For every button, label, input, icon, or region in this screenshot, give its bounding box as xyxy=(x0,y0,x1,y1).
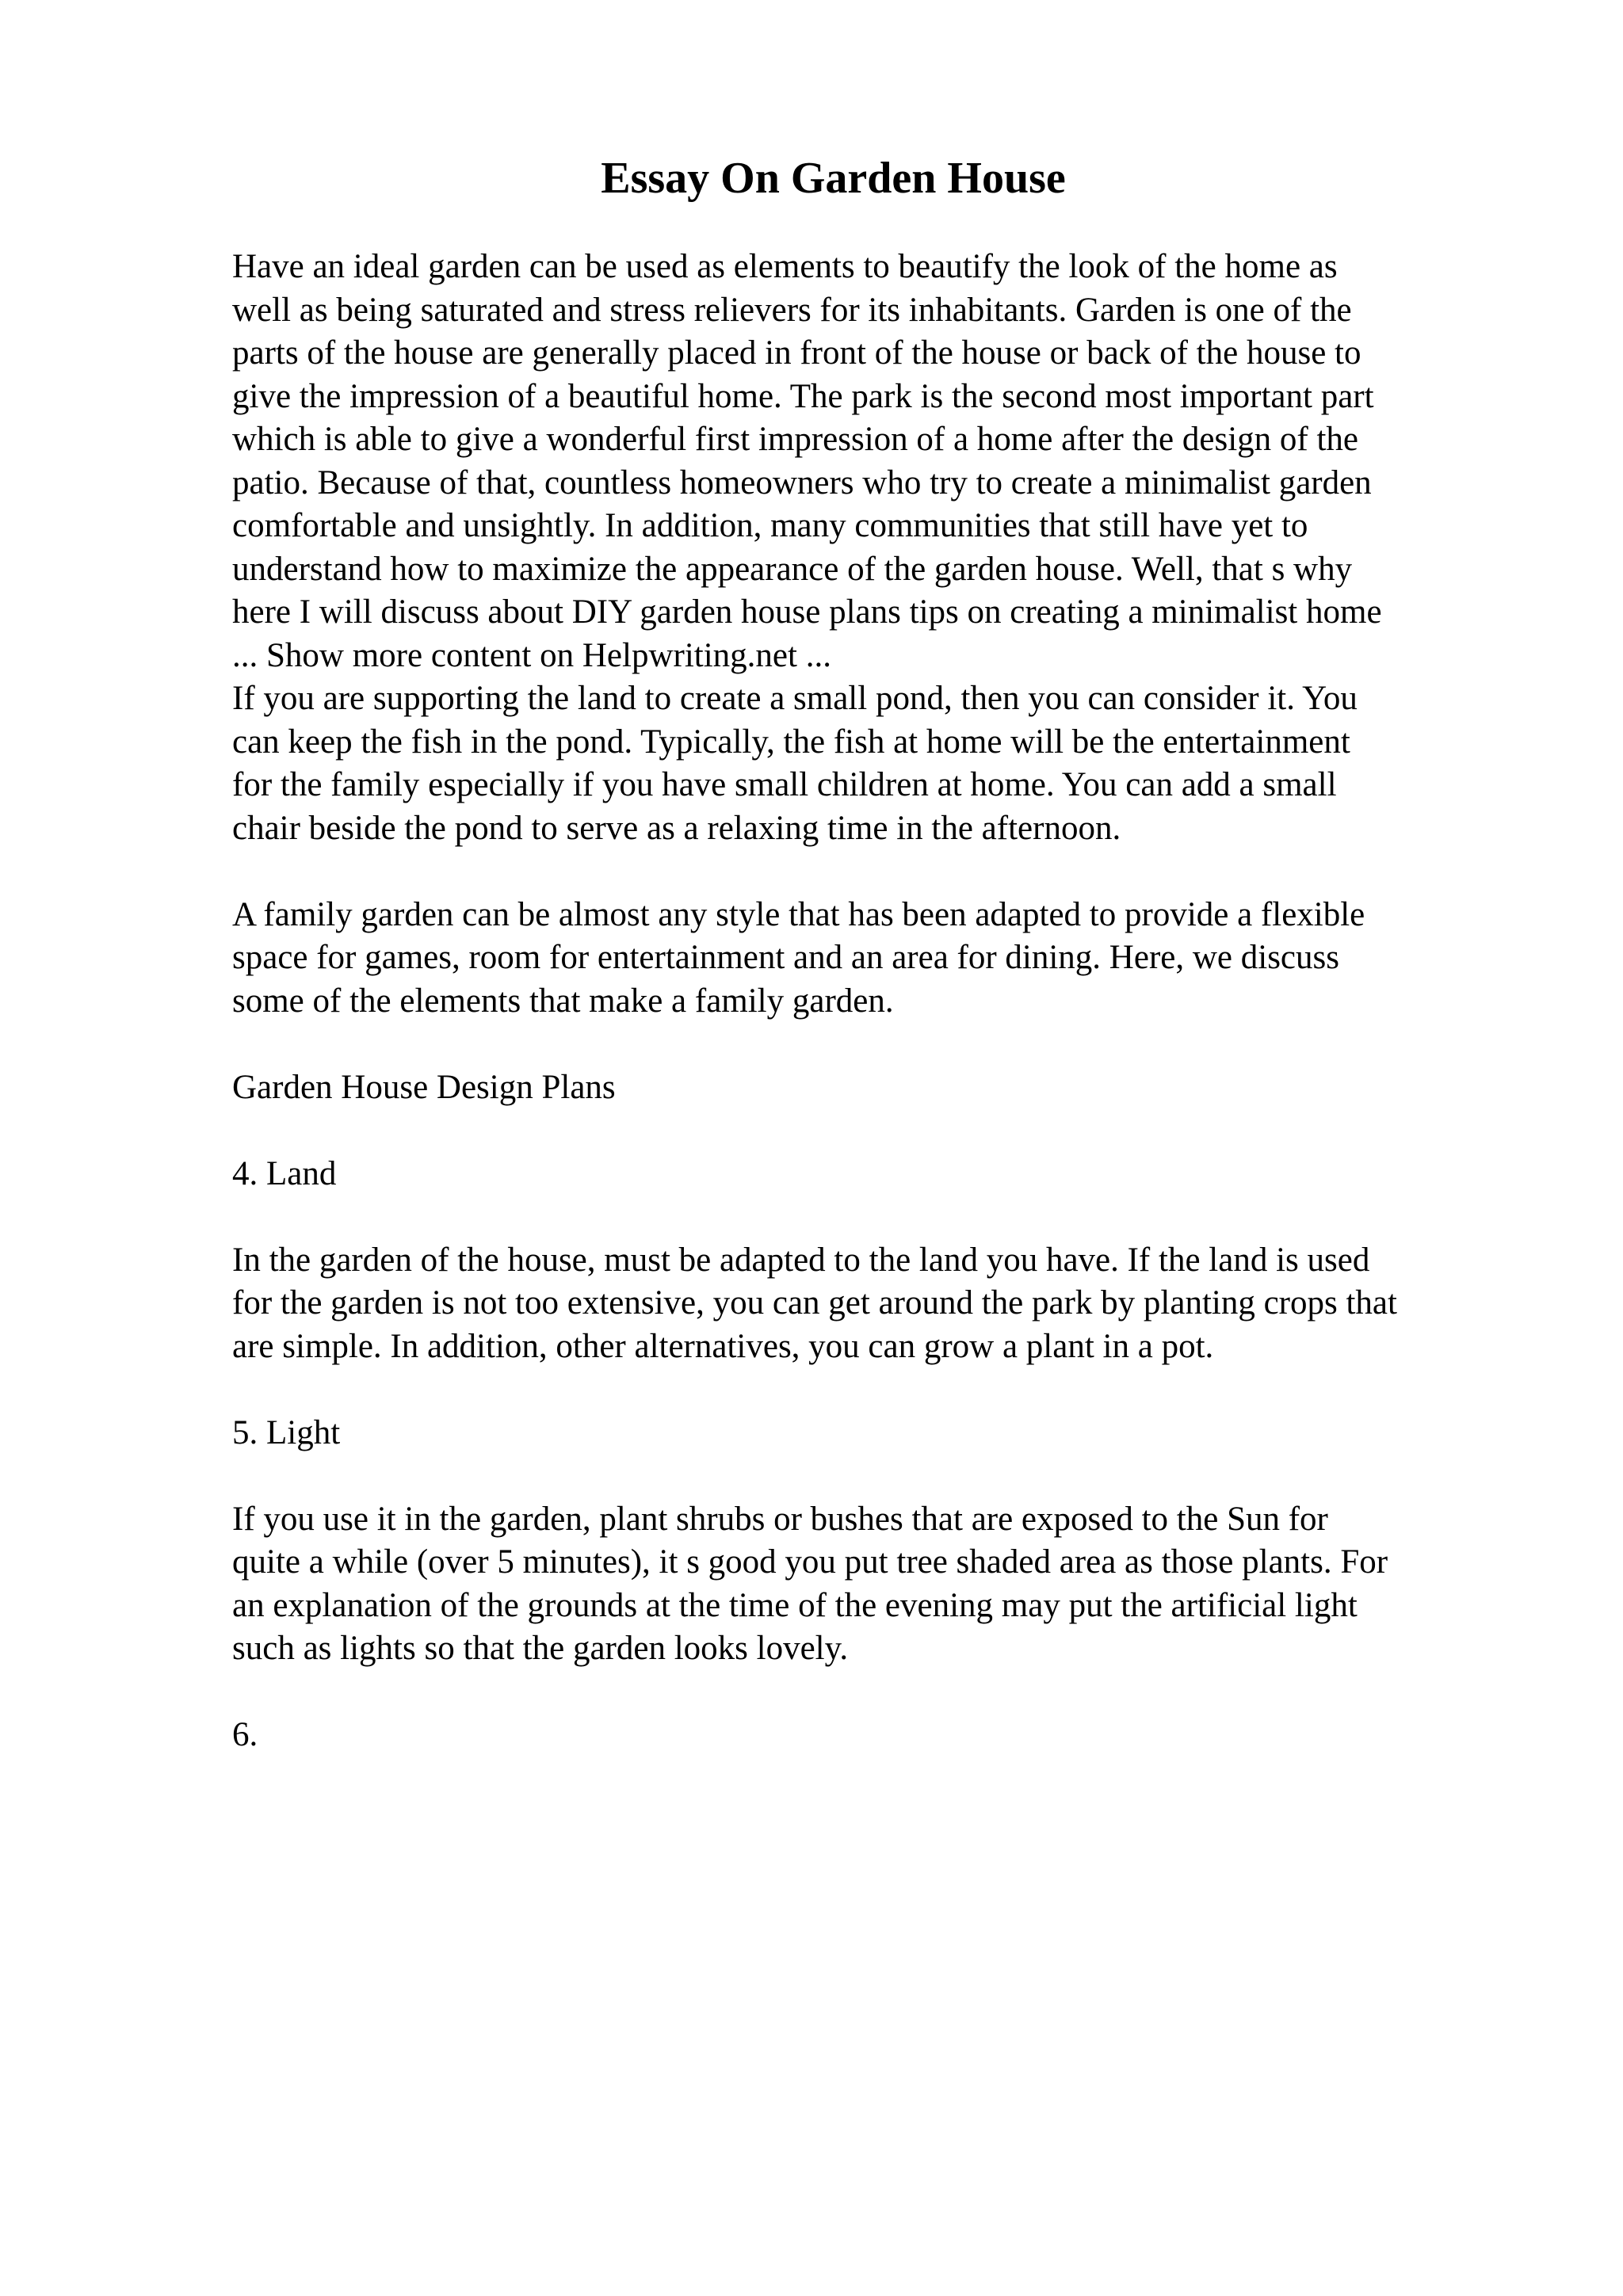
show-more-line: ... Show more content on Helpwriting.net ... xyxy=(232,636,831,674)
spacer xyxy=(232,1196,1532,1239)
text-line: an explanation of the grounds at the time of the evening may put the artificial light xyxy=(232,1586,1358,1624)
spacer xyxy=(232,1455,1532,1498)
text-line: If you use it in the garden, plant shrubs or bushes that are exposed to the Sun for xyxy=(232,1500,1328,1538)
text-line: for the family especially if you have small children at home. You can add a small xyxy=(232,766,1337,803)
spacer xyxy=(232,1109,1532,1153)
text-line: parts of the house are generally placed in front of the house or back of the house to xyxy=(232,334,1361,372)
essay-title: Essay On Garden House xyxy=(601,154,1066,203)
text-line: Have an ideal garden can be used as elements to beautify the look of the home as xyxy=(232,248,1338,285)
land-paragraph xyxy=(232,1239,1532,1369)
text-line: space for games, room for entertainment and an area for dining. Here, we discuss xyxy=(232,939,1339,976)
text-line: understand how to maximize the appearance of the garden house. Well, that s why xyxy=(232,550,1353,588)
text-line: chair beside the pond to serve as a relaxing time in the afternoon. xyxy=(232,809,1121,847)
spacer xyxy=(232,1023,1532,1066)
spacer xyxy=(232,1671,1532,1714)
pond-paragraph xyxy=(232,677,1532,850)
intro-paragraph xyxy=(232,246,1532,677)
text-line: here I will discuss about DIY garden house plans tips on creating a minimalist home xyxy=(232,593,1382,631)
light-paragraph xyxy=(232,1498,1532,1671)
section-light-heading: 5. Light xyxy=(232,1413,341,1451)
subheading: Garden House Design Plans xyxy=(232,1068,616,1106)
text-line: give the impression of a beautiful home. The park is the second most important part xyxy=(232,377,1374,415)
text-line: quite a while (over 5 minutes), it s good you put tree shaded area as those plants. For xyxy=(232,1543,1388,1581)
spacer xyxy=(232,1368,1532,1412)
text-line: patio. Because of that, countless homeowners who try to create a minimalist garden xyxy=(232,463,1372,502)
text-line: some of the elements that make a family garden. xyxy=(232,982,894,1020)
text-line: comfortable and unsightly. In addition, many communities that still have yet to xyxy=(232,507,1308,544)
text-line: are simple. In addition, other alternatives, you can grow a plant in a pot. xyxy=(232,1327,1214,1365)
text-line: well as being saturated and stress relievers for its inhabitants. Garden is one of the xyxy=(232,291,1352,329)
text-line: A family garden can be almost any style that has been adapted to provide a flexible xyxy=(232,895,1365,933)
family-paragraph xyxy=(232,894,1532,1024)
text-line: If you are supporting the land to create a small pond, then you can consider it. You xyxy=(232,680,1358,717)
spacer xyxy=(232,850,1532,894)
section-six-heading: 6. xyxy=(232,1716,258,1753)
text-line: such as lights so that the garden looks lovely. xyxy=(232,1630,849,1667)
text-line: for the garden is not too extensive, you can get around the park by planting crops that xyxy=(232,1284,1397,1322)
text-line: In the garden of the house, must be adapted to the land you have. If the land is used xyxy=(232,1241,1370,1279)
text-line: which is able to give a wonderful first impression of a home after the design of the xyxy=(232,421,1358,458)
essay-body xyxy=(232,246,1532,1757)
text-line: can keep the fish in the pond. Typically, the fish at home will be the entertainment xyxy=(232,723,1350,761)
section-land-heading: 4. Land xyxy=(232,1154,337,1192)
